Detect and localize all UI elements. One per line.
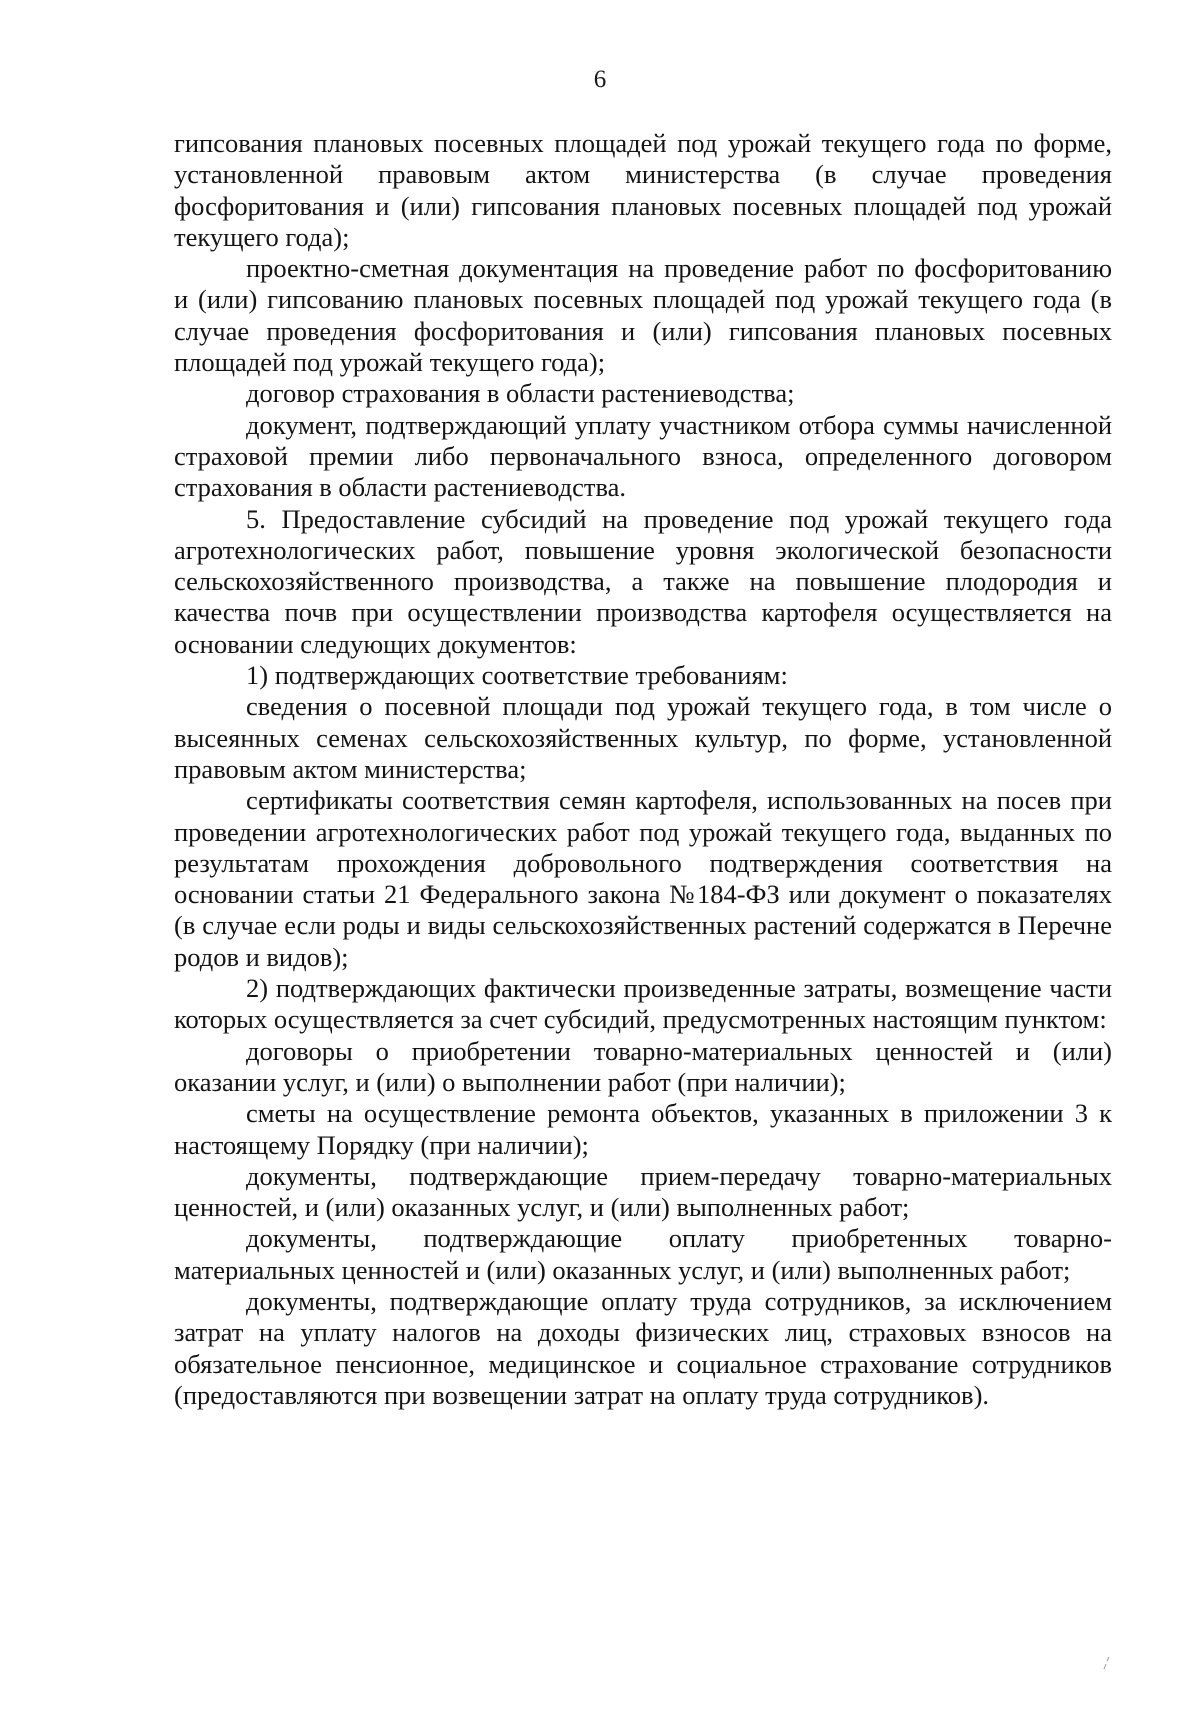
paragraph: документы, подтверждающие оплату труда сотрудников, за исключением затрат на уплату налогов на доходы физических лиц, страховых взносов на обязательное пенсионное, медицинское и социальное страхование сотрудников (предоставляются при возвещении затрат на оплату труда сотрудников).	[174, 1285, 1112, 1410]
paragraph: документ, подтверждающий уплату участником отбора суммы начисленной страховой премии либо первоначального взноса, определенного договором страхования в области растениеводства.	[174, 409, 1112, 503]
paragraph: гипсования плановых посевных площадей под урожай текущего года по форме, установленной правовым актом министерства (в случае проведения фосфоритования и (или) гипсования плановых посевных площадей под урожай текущего года);	[174, 128, 1112, 252]
document-body	[174, 128, 1112, 1411]
paragraph: проектно-сметная документация на проведение работ по фосфоритованию и (или) гипсованию плановых посевных площадей под урожай текущего года (в случае проведения фосфоритования и (или) гипсования плановых посевных площадей под урожай текущего года);	[174, 253, 1112, 378]
paragraph: документы, подтверждающие оплату приобретенных товарно-материальных ценностей и (или) оказанных услуг, и (или) выполненных работ;	[174, 1223, 1112, 1285]
page-number: 6	[593, 66, 607, 93]
paragraph: 1) подтверждающих соответствие требованиям:	[246, 660, 788, 691]
paragraph: документы, подтверждающие прием-передачу товарно-материальных ценностей, и (или) оказанных услуг, и (или) выполненных работ;	[174, 1160, 1112, 1223]
paragraph: договор страхования в области растениеводства;	[246, 378, 795, 409]
paragraph: сведения о посевной площади под урожай текущего года, в том числе о высеянных семенах сельскохозяйственных культур, по форме, установленной правовым актом министерства;	[174, 691, 1112, 784]
scan-mark-icon	[1102, 1656, 1112, 1670]
paragraph: 2) подтверждающих фактически произведенные затраты, возмещение части которых осуществляется за счет субсидий, предусмотренных настоящим пунктом:	[174, 973, 1112, 1035]
paragraph: сметы на осуществление ремонта объектов, указанных в приложении 3 к настоящему Порядку (при наличии);	[174, 1098, 1112, 1160]
paragraph: 5. Предоставление субсидий на проведение под урожай текущего года агротехнологических работ, повышение уровня экологической безопасности сельскохозяйственного производства, а также на повышение плодородия и качества почв при осуществлении производства картофеля осуществляется на основании следующих документов:	[174, 503, 1112, 659]
paragraph: договоры о приобретении товарно-материальных ценностей и (или) оказании услуг, и (или) о выполнении работ (при наличии);	[174, 1035, 1112, 1097]
paragraph: сертификаты соответствия семян картофеля, использованных на посев при проведении агротехнологических работ под урожай текущего года, выданных по результатам прохождения добровольного подтверждения соответствия на основании статьи 21 Федерального закона №184-ФЗ или документ о показателях (в случае если роды и виды сельскохозяйственных растений содержатся в Перечне родов и видов);	[174, 785, 1112, 972]
